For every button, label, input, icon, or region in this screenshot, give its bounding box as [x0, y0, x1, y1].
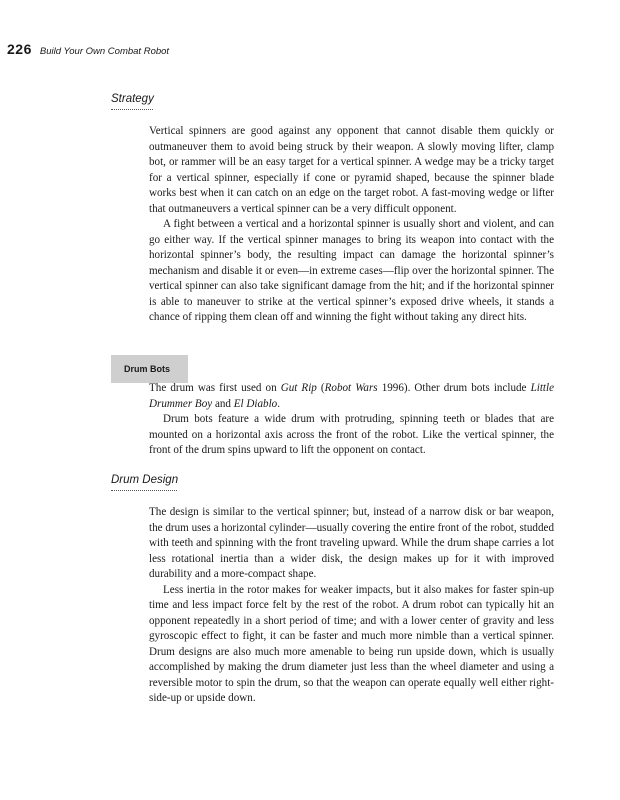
drum-bots-text: The drum was first used on [149, 382, 281, 394]
strategy-paragraph-2: A fight between a vertical and a horizontal spinner is usually short and violent, and can go either way. If the vertical spinner manages to bring its weapon into contact with the horizontal spinner’s body, the resulting impact can damage the horizontal spinner’s mechanism and disable it or even—in extreme cases—flip over the horizontal spinner. The vertical spinner can also take significant damage from the hit; and if the horizontal spinner is able to maneuver to strike at the vertical spinner’s exposed drive wheels, it stands a chance of ripping them clean off and winning the fight without taking any direct hits. [149, 218, 554, 323]
drum-design-body [149, 505, 554, 707]
strategy-body [149, 124, 554, 326]
drum-design-heading-rule [111, 490, 177, 491]
strategy-heading-rule [111, 109, 153, 110]
page-number: 226 [7, 41, 32, 57]
drum-bots-text: 1996). Other drum bots include [377, 382, 531, 394]
robot-name-gut-rip: Gut Rip [280, 382, 317, 394]
book-title: Build Your Own Combat Robot [39, 46, 170, 57]
drum-design-paragraph-2: Less inertia in the rotor makes for weaker impacts, but it also makes for faster spin-up time and less impact force felt by the rest of the robot. A drum robot can typically hit an opponent repeatedly in a short period of time; and with a lower center of gravity and less gyroscopic effect to fight, it can be faster and much more nimble than a vertical spinner. Drum designs are also much more amenable to being run upside down, which is usually accomplished by making the drum diameter just less than the wheel diameter and using a reversible motor to spin the drum, so that the weapon can operate equally well either right-side-up or upside down. [149, 583, 554, 704]
drum-bots-body [149, 381, 554, 459]
drum-bots-text: ( [316, 382, 325, 394]
drum-design-paragraph-1: The design is similar to the vertical spinner; but, instead of a narrow disk or bar weapon, the drum uses a horizontal cylinder—usually covering the entire front of the robot, studded with teeth and spinning with the front traveling upward. While the drum shape carries a lot less rotational inertia than a wider disk, the design makes up for it with improved durability and a more-compact shape. [149, 506, 554, 580]
drum-bots-section-label: Drum Bots [124, 364, 171, 374]
strategy-heading [111, 93, 154, 110]
robot-name-el-diablo: El Diablo [233, 397, 278, 410]
running-head [7, 41, 169, 57]
strategy-paragraph-1: Vertical spinners are good against any opponent that cannot disable them quickly or outmaneuver them to avoid being struck by their weapon. A slowly moving lifter, clamp bot, or rammer will be an easy target for a vertical spinner. A wedge may be a tricky target for a vertical spinner, especially if cone or pyramid shaped, because the spinner blade works best when it can catch on an edge on the target robot. A fast-moving wedge or lifter that outmaneuvers a vertical spinner can be a very difficult opponent. [149, 125, 554, 215]
strategy-heading-text: Strategy [111, 93, 154, 105]
drum-bots-text: . [277, 397, 280, 410]
drum-bots-paragraph-2: Drum bots feature a wide drum with protruding, spinning teeth or blades that are mounted on a horizontal axis across the front of the robot. Like the vertical spinner, the front of the drum spins upward to lift the opponent on contact. [149, 413, 554, 456]
drum-design-heading [111, 474, 178, 491]
drum-bots-paragraph-1 [149, 381, 554, 412]
drum-design-heading-text: Drum Design [111, 474, 179, 486]
event-name-robot-wars: Robot Wars [324, 382, 378, 394]
robot-name-little-drummer-boy: Little Drummer Boy [149, 382, 555, 410]
drum-bots-text: and [212, 397, 234, 410]
